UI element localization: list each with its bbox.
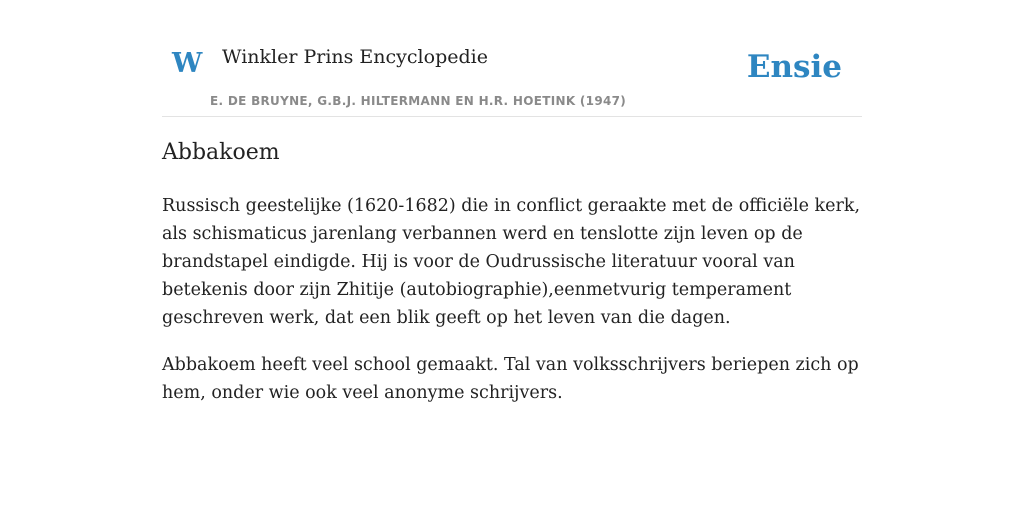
page [162, 0, 862, 403]
article-body [162, 192, 862, 426]
source-authors: E. DE BRUYNE, G.B.J. HILTERMANN EN H.R. HOETINK (1947) [210, 94, 627, 108]
article-paragraph: Abbakoem heeft veel school gemaakt. Tal van volksschrijvers beriepen zich op hem, onder wie ook veel anonyme schrijvers. [162, 355, 859, 403]
article-paragraph: Russisch geestelijke (1620-1682) die in conflict geraakte met de officiële kerk, als schismaticus jarenlang verbannen werd en tenslotte zijn leven op de brandstapel eindigde. Hij is voor de Oudrussische literatuur vooral van betekenis door zijn Zhitije (autobiographie),eenmetvurig temperament geschreven werk, dat een blik geeft op het leven van die dagen. [162, 196, 861, 328]
encyclopedia-logo-icon[interactable]: W [172, 48, 203, 79]
source-header [162, 0, 862, 117]
source-title[interactable]: Winkler Prins Encyclopedie [222, 46, 488, 68]
article-title: Abbakoem [162, 140, 280, 165]
ensie-brand-link[interactable]: Ensie [746, 49, 842, 85]
